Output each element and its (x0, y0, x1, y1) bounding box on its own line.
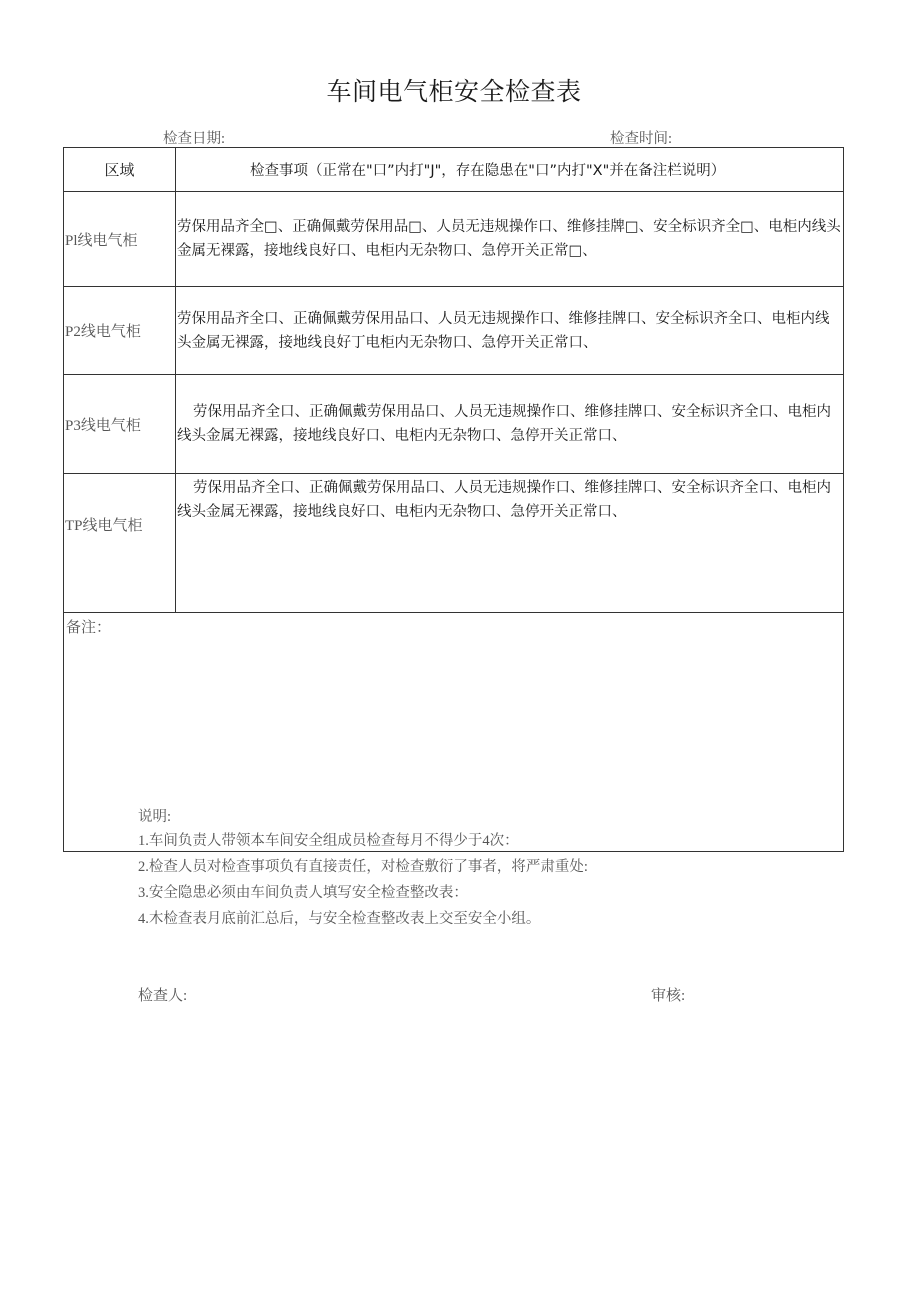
instruction-item: 2.检查人员对检查事项负有直接责任，对检查敷衍了事者，将严肃重处: (138, 859, 588, 875)
instruction-item: 1.车间负责人带领本车间安全组成员检查每月不得少于4次： (138, 833, 519, 849)
instruction-item: 4.木检查表月底前汇总后，与安全检查整改表上交至安全小组。 (138, 911, 541, 927)
table-row (64, 375, 844, 474)
items-cell-tp: 劳保用品齐全口、正确佩戴劳保用品口、人员无违规操作口、维修挂牌口、安全标识齐全口、电柜内线头金属无裸露，接地线良好口、电柜内无杂物口、急停开关正常口、 (176, 474, 844, 613)
table-row (64, 287, 844, 375)
check-time-label: 检查时间: (610, 131, 673, 147)
table-row (64, 474, 844, 613)
inspector-signature-label: 检查人: (138, 988, 188, 1004)
table-header-row (64, 148, 844, 192)
instructions-heading: 说明: (138, 809, 172, 825)
items-cell-p3: 劳保用品齐全口、正确佩戴劳保用品口、人员无违规操作口、维修挂牌口、安全标识齐全口、电柜内线头金属无裸露，接地线良好口、电柜内无杂物口、急停开关正常口、 (176, 375, 844, 474)
area-cell-p2: P2线电气柜 (64, 287, 176, 375)
document-title: 车间电气柜安全检查表 (326, 77, 582, 106)
reviewer-signature-label: 审核: (651, 988, 686, 1004)
inspection-table (63, 147, 844, 852)
items-cell-p1: 劳保用品齐全□、正确佩戴劳保用品□、人员无违规操作口、维修挂牌□、安全标识齐全□、电柜内线头金属无裸露，接地线良好口、电柜内无杂物口、急停开关正常□、 (176, 192, 844, 287)
area-cell-p1: Pl线电气柜 (64, 192, 176, 287)
instructions-block (138, 806, 588, 932)
area-cell-tp: TP线电气柜 (64, 474, 176, 613)
items-cell-p2: 劳保用品齐全口、正确佩戴劳保用品口、人员无违规操作口、维修挂牌口、安全标识齐全口、电柜内线头金属无裸露，接地线良好丁电柜内无杂物口、急停开关正常口、 (176, 287, 844, 375)
table-row (64, 192, 844, 287)
remarks-cell[interactable]: 备注： (64, 613, 844, 852)
header-area-cell: 区域 (64, 148, 176, 192)
header-items-cell: 检查事项（正常在"口”内打"J"，存在隐患在"口”内打"X"并在备注栏说明） (176, 148, 844, 192)
instruction-item: 3.安全隐患必须由车间负责人填写安全检查整改表： (138, 885, 468, 901)
area-cell-p3: P3线电气柜 (64, 375, 176, 474)
check-date-label: 检查日期: (163, 131, 226, 147)
